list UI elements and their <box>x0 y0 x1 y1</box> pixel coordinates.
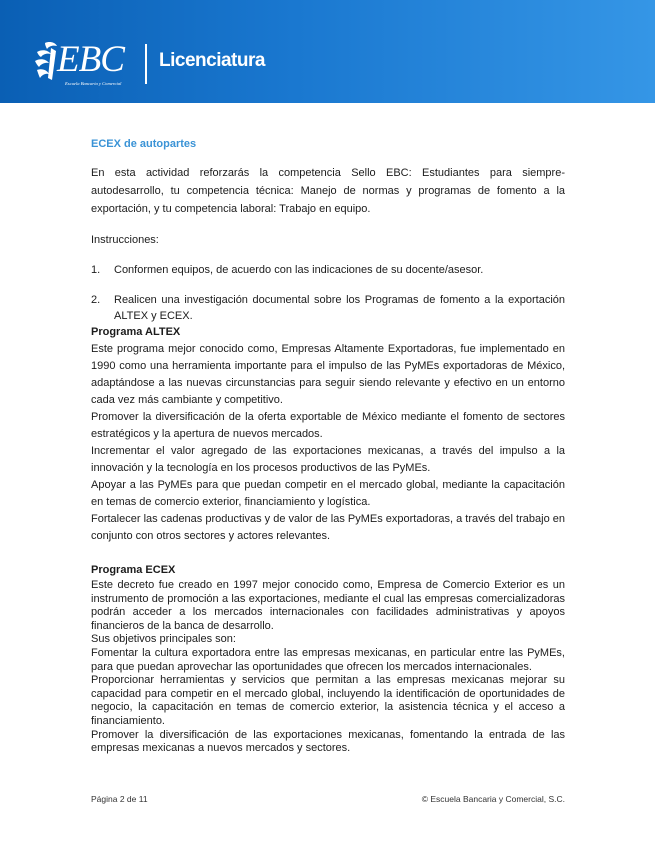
list-item <box>91 292 565 324</box>
ecex-paragraph: Sus objetivos principales son: <box>91 633 236 646</box>
instruction-steps <box>91 262 565 324</box>
altex-paragraph: Incrementar el valor agregado de las exportaciones mexicanas, a través del impulso a la innovación y la tecnología en los procesos productivos de las PyMEs. <box>91 445 565 474</box>
intro-paragraph: En esta actividad reforzarás la competencia Sello EBC: Estudiantes para siempre- autodesarrollo, tu competencia técnica: Manejo de normas y programas de fomento a la exportación, y tu competencia laboral: Trabajo en equipo. <box>91 167 565 215</box>
step-text: Realicen una investigación documental sobre los Programas de fomento a la exportación ALTEX y ECEX. <box>114 294 565 322</box>
header-banner <box>0 0 655 103</box>
document-body <box>91 132 565 756</box>
ecex-paragraph: Promover la diversificación de las exportaciones mexicanas, fomentando la entrada de las empresas mexicanas a nuevos mercados y sectores. <box>91 728 565 755</box>
step-number: 1. <box>91 264 101 276</box>
altex-paragraph: Apoyar a las PyMEs para que puedan competir en el mercado global, mediante la capacitación en temas de comercio exterior, financiamiento y logística. <box>91 479 565 508</box>
ecex-paragraph: Fomentar la cultura exportadora entre las empresas mexicanas, en particular entre las PyMEs, para que puedan aprovechar las oportunidades que ofrecen los mercados internacionales. <box>91 646 565 673</box>
header-divider <box>145 44 147 84</box>
logo-text: EBC <box>57 39 124 80</box>
altex-paragraph: Fortalecer las cadenas productivas y de valor de las PyMEs exportadoras, a través del trabajo en conjunto con otros sectores y actores relevantes. <box>91 513 565 542</box>
step-text: Conformen equipos, de acuerdo con las indicaciones de su docente/asesor. <box>114 264 484 276</box>
ecex-paragraph: Este decreto fue creado en 1997 mejor conocido como, Empresa de Comercio Exterior es un instrumento de promoción a las exportaciones, mediante el cual las empresas comercializadoras podrán acceder a los mercados internacionales con facilidades administrativas y apoyos financieros de la banca de desarrollo. <box>91 579 565 632</box>
altex-paragraph: Promover la diversificación de la oferta exportable de México mediante el fomento de sectores estratégicos y la apertura de nuevos mercados. <box>91 411 565 440</box>
page-footer <box>91 793 565 805</box>
page-number: Página 2 de 11 <box>91 794 148 804</box>
copyright-notice: © Escuela Bancaria y Comercial, S.C. <box>421 794 565 804</box>
ecex-heading: Programa ECEX <box>91 564 176 576</box>
ecex-paragraph: Proporcionar herramientas y servicios que permitan a las empresas mexicanas mejorar su capacidad para competir en el mercado global, incluyendo la identificación de oportunidades de negocio, la capacitación en temas de comercio exterior, la asistencia técnica y el acceso a financiamiento. <box>91 674 565 727</box>
ebc-logo <box>33 40 133 92</box>
step-number: 2. <box>91 294 101 306</box>
altex-heading: Programa ALTEX <box>91 326 181 338</box>
logo-subtitle: Escuela Bancaria y Comercial <box>65 81 122 86</box>
instructions-label: Instrucciones: <box>91 234 159 246</box>
document-title: ECEX de autopartes <box>91 138 197 150</box>
altex-paragraph: Este programa mejor conocido como, Empresas Altamente Exportadoras, fue implementado en 1990 como una herramienta importante para el impulso de las PyMEs exportadoras de México, adaptándose a las nuevas circunstancias para seguir siendo relevante y efectivo en un entorno cada vez más cambiante y competitivo. <box>91 343 565 406</box>
list-item <box>91 262 565 278</box>
header-title: Licenciatura <box>159 50 265 71</box>
